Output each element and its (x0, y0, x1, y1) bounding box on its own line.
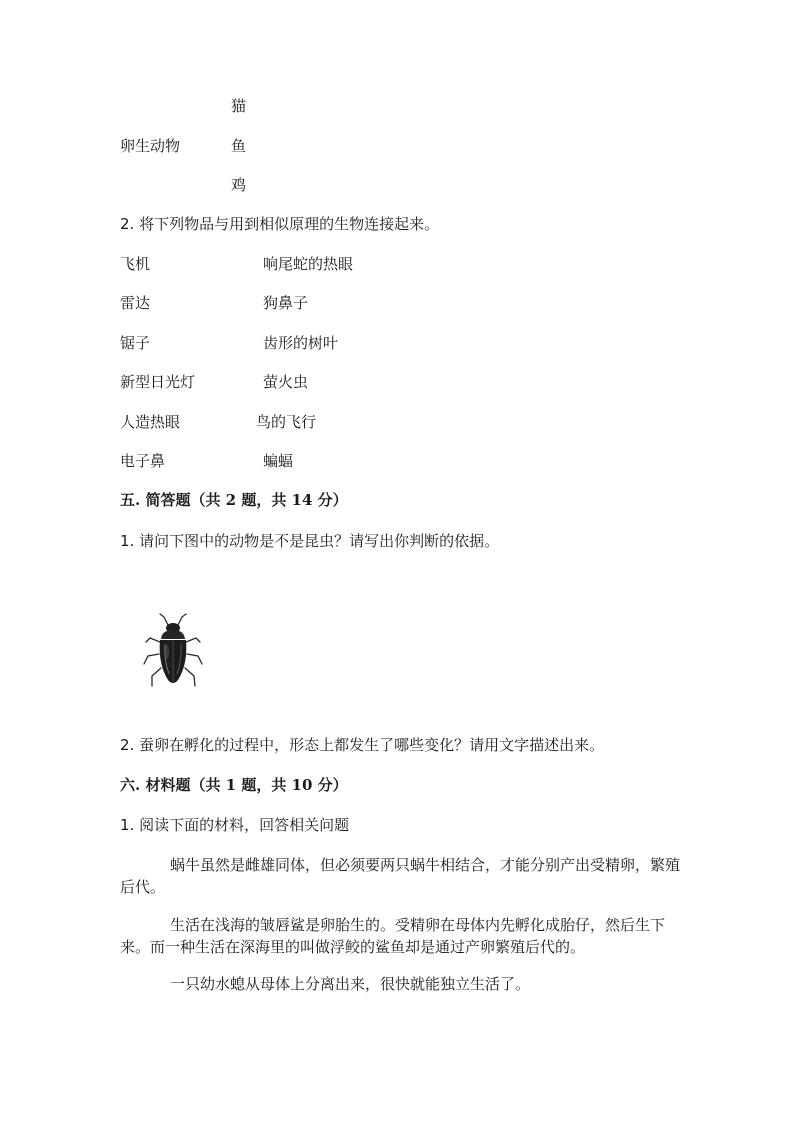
section-6-question-1: 1. 阅读下面的材料，回答相关问题 (120, 816, 350, 834)
animal-option-cat: 猫 (231, 97, 247, 115)
animal-option-fish: 鱼 (231, 137, 247, 155)
match-firefly: 萤火虫 (263, 373, 309, 391)
material-paragraph-hydra: 一只幼水螅从母体上分离出来，很快就能独立生活了。 (170, 975, 531, 993)
match-serrated-leaf: 齿形的树叶 (263, 334, 339, 352)
section-5-question-1: 1. 请问下图中的动物是不是昆虫？请写出你判断的依据。 (120, 532, 500, 550)
item-airplane: 飞机 (120, 255, 151, 273)
item-saw: 锯子 (120, 334, 151, 352)
match-dog-nose: 狗鼻子 (263, 294, 309, 312)
section-6-heading: 六. 材料题（共 1 题，共 10 分） (120, 776, 348, 794)
animal-option-chicken: 鸡 (231, 176, 247, 194)
item-fluorescent-lamp: 新型日光灯 (120, 373, 196, 391)
match-rattlesnake-eye: 响尾蛇的热眼 (263, 255, 354, 273)
material-paragraph-snail: 蜗牛虽然是雌雄同体，但必须要两只蜗牛相结合，才能分别产出受精卵，繁殖后代。 (120, 856, 681, 896)
oviparous-label: 卵生动物 (120, 137, 181, 155)
beetle-image (138, 612, 208, 694)
item-electronic-nose: 电子鼻 (120, 452, 166, 470)
section-5-question-2: 2. 蚕卵在孵化的过程中，形态上都发生了哪些变化？请用文字描述出来。 (120, 736, 605, 754)
match-bird-flight: 鸟的飞行 (256, 413, 317, 431)
match-bat: 蝙蝠 (263, 452, 294, 470)
section-5-heading: 五. 简答题（共 2 题，共 14 分） (120, 491, 348, 509)
material-paragraph-shark: 生活在浅海的皱唇鲨是卵胎生的。受精卵在母体内先孵化成胎仔，然后生下来。而一种生活在深海里的叫做浮鲛的鲨鱼却是通过产卵繁殖后代的。 (120, 916, 666, 956)
question-2-title: 2. 将下列物品与用到相似原理的生物连接起来。 (120, 215, 440, 233)
item-artificial-thermal-eye: 人造热眼 (120, 413, 181, 431)
item-radar: 雷达 (120, 294, 151, 312)
